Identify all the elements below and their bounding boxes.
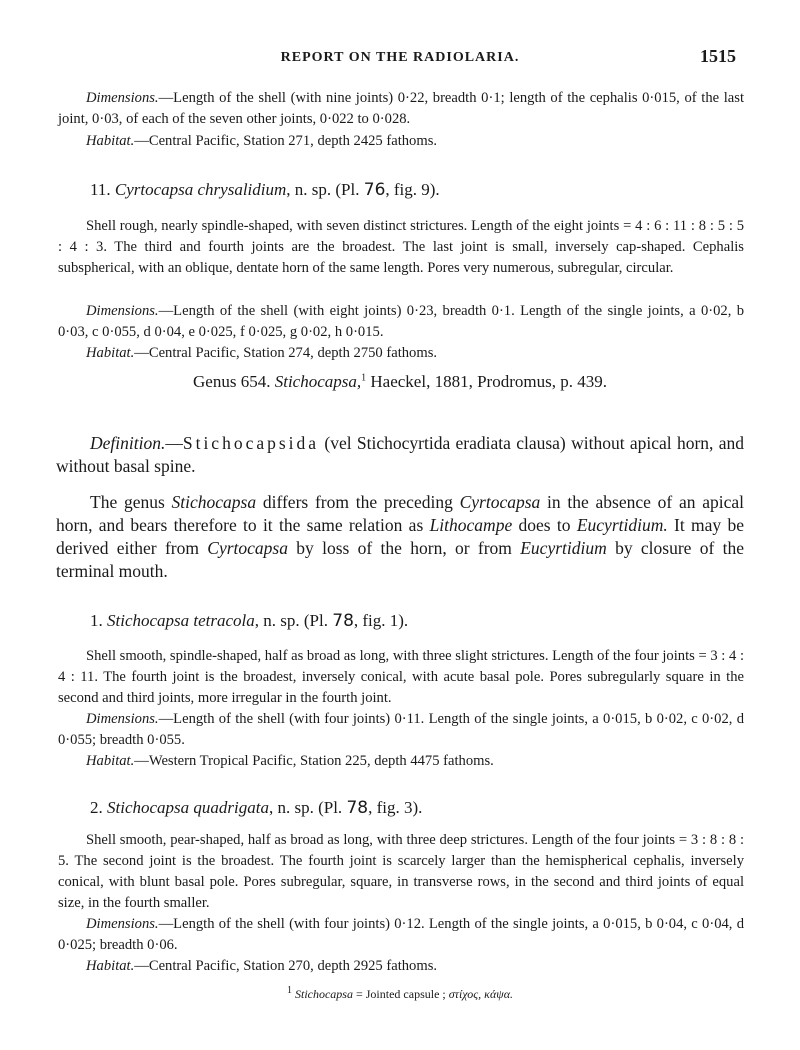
habitat-text: —Central Pacific, Station 274, depth 2750 fathoms.	[134, 345, 438, 361]
habitat-label: Habitat.	[86, 753, 135, 769]
species-2-habitat	[86, 956, 744, 977]
genus-heading	[0, 372, 800, 392]
species-name: Cyrtocapsa chrysalidium	[114, 180, 287, 199]
definition-group: Stichocapsida	[182, 433, 320, 453]
species-name: Stichocapsa tetracola	[107, 611, 255, 630]
footnote	[0, 985, 800, 1002]
species-name: Stichocapsa quadrigata	[107, 798, 269, 817]
discussion-text: in the absence of an apical horn, and bears therefore to it the same relation as	[56, 492, 744, 535]
footnote-term: Stichocapsa	[294, 987, 353, 1001]
habitat-label: Habitat.	[86, 345, 135, 361]
definition-text: (vel Stichocyrtida eradiata clausa) without apical horn, and without basal spine.	[56, 433, 745, 476]
genus-definition	[56, 432, 744, 478]
dimensions-text: —Length of the shell (with four joints) 0·12. Length of the single joints, a 0·015, b 0·04, c 0·04, d 0·025; breadth 0·06.	[58, 916, 744, 953]
plate-number: 78	[332, 611, 354, 631]
species-1-habitat	[86, 751, 744, 772]
species-rest: , n. sp. (Pl.	[268, 798, 343, 817]
taxon-name: Eucyrtidium.	[576, 515, 668, 535]
footnote-mark: 1	[286, 985, 292, 996]
figure-ref: , fig. 9).	[385, 180, 440, 199]
figure-ref: , fig. 1).	[353, 611, 409, 630]
plate-number: 78	[346, 798, 369, 818]
discussion-text: by loss of the horn, or from	[287, 538, 521, 558]
taxon-name: Stichocapsa	[171, 492, 257, 512]
dimensions-label: Dimensions.	[86, 916, 159, 932]
habitat-text: —Central Pacific, Station 270, depth 2925 fathoms.	[134, 958, 438, 974]
species-1-dimensions	[58, 709, 744, 751]
species-number: 2.	[90, 798, 103, 817]
taxon-name: Cyrtocapsa	[459, 492, 541, 512]
figure-ref: , fig. 3).	[368, 798, 423, 817]
plate-number: 76	[363, 180, 386, 200]
habitat-label: Habitat.	[86, 958, 135, 974]
discussion-text: differs from the preceding	[256, 492, 460, 512]
taxon-name: Lithocampe	[429, 515, 513, 535]
dimensions-text: —Length of the shell (with four joints) 0·11. Length of the single joints, a 0·015, b 0·02, c 0·02, d 0·055; breadth 0·055.	[58, 711, 744, 748]
prev-habitat	[86, 131, 744, 152]
species-11-habitat	[86, 343, 744, 364]
species-2-dimensions	[58, 914, 744, 956]
species-1-description: Shell smooth, spindle-shaped, half as broad as long, with three slight strictures. Length of the four joints = 3 : 4 : 4 : 11. The fourth joint is the broadest, inversely conical, with acute basal pole. Pores subregularly square in the second and third joints, more irregular in the fourth joint.	[58, 648, 744, 706]
habitat-text: —Western Tropical Pacific, Station 225, depth 4475 fathoms.	[134, 753, 494, 769]
discussion-text: It may be derived either from	[56, 515, 744, 558]
discussion-text: does to	[512, 515, 577, 535]
prev-dimensions	[58, 88, 744, 130]
discussion-text: The genus	[90, 492, 172, 512]
genus-number: Genus 654.	[193, 372, 271, 391]
species-number: 1.	[90, 611, 103, 630]
species-1-heading	[90, 611, 408, 631]
dimensions-text: —Length of the shell (with eight joints) 0·23, breadth 0·1. Length of the single joints, a 0·02, b 0·03, c 0·055, d 0·04, e 0·025, f 0·025, g 0·02, h 0·015.	[58, 303, 744, 340]
species-rest: , n. sp. (Pl.	[254, 611, 328, 630]
discussion-text: by closure of the terminal mouth.	[56, 538, 744, 581]
habitat-label: Habitat.	[86, 133, 135, 149]
dimensions-label: Dimensions.	[86, 90, 159, 106]
species-11-heading	[90, 180, 440, 200]
running-title: REPORT ON THE RADIOLARIA.	[280, 50, 520, 65]
definition-label: Definition.	[90, 433, 166, 453]
dimensions-text: —Length of the shell (with nine joints) 0·22, breadth 0·1; length of the cephalis 0·015, of the last joint, 0·03, of each of the seven other joints, 0·022 to 0·028.	[58, 90, 744, 127]
habitat-text: —Central Pacific, Station 271, depth 2425 fathoms.	[134, 133, 438, 149]
species-2-description: Shell smooth, pear-shaped, half as broad as long, with three deep strictures. Length of the four joints = 3 : 8 : 8 : 5. The second joint is the broadest. The fourth joint is scarcely larger than the hemispherical cephalis, inversely conical, with blunt basal pole. Pores subregular, square, in transverse rows, in the second and third joints of equal size, in the fourth smaller.	[58, 832, 744, 911]
footnote-mark: 1	[361, 372, 367, 384]
footnote-greek: στίχος, κάψα.	[448, 987, 513, 1001]
dimensions-label: Dimensions.	[86, 711, 159, 727]
definition-dash: —	[165, 433, 183, 453]
dimensions-label: Dimensions.	[86, 303, 159, 319]
species-rest: , n. sp. (Pl.	[286, 180, 360, 199]
taxon-name: Eucyrtidium	[520, 538, 607, 558]
species-11-description: Shell rough, nearly spindle-shaped, with seven distinct strictures. Length of the eight joints = 4 : 6 : 11 : 8 : 5 : 5 : 4 : 3. The third and fourth joints are the broadest. The last joint is small, inversely cap-shaped. Cephalis subspherical, with an oblique, dentate horn of the same length. Pores very numerous, subregular, circular.	[58, 218, 744, 276]
page-number: 1515	[700, 46, 736, 66]
species-2-heading	[90, 798, 422, 818]
species-11-dimensions	[58, 301, 744, 343]
footnote-text: = Jointed capsule ;	[352, 987, 449, 1001]
genus-citation: Haeckel, 1881, Prodromus, p. 439.	[370, 372, 607, 391]
taxon-name: Cyrtocapsa	[207, 538, 288, 558]
species-number: 11.	[90, 180, 111, 199]
genus-name: Stichocapsa,	[274, 372, 362, 391]
genus-discussion	[56, 491, 744, 583]
